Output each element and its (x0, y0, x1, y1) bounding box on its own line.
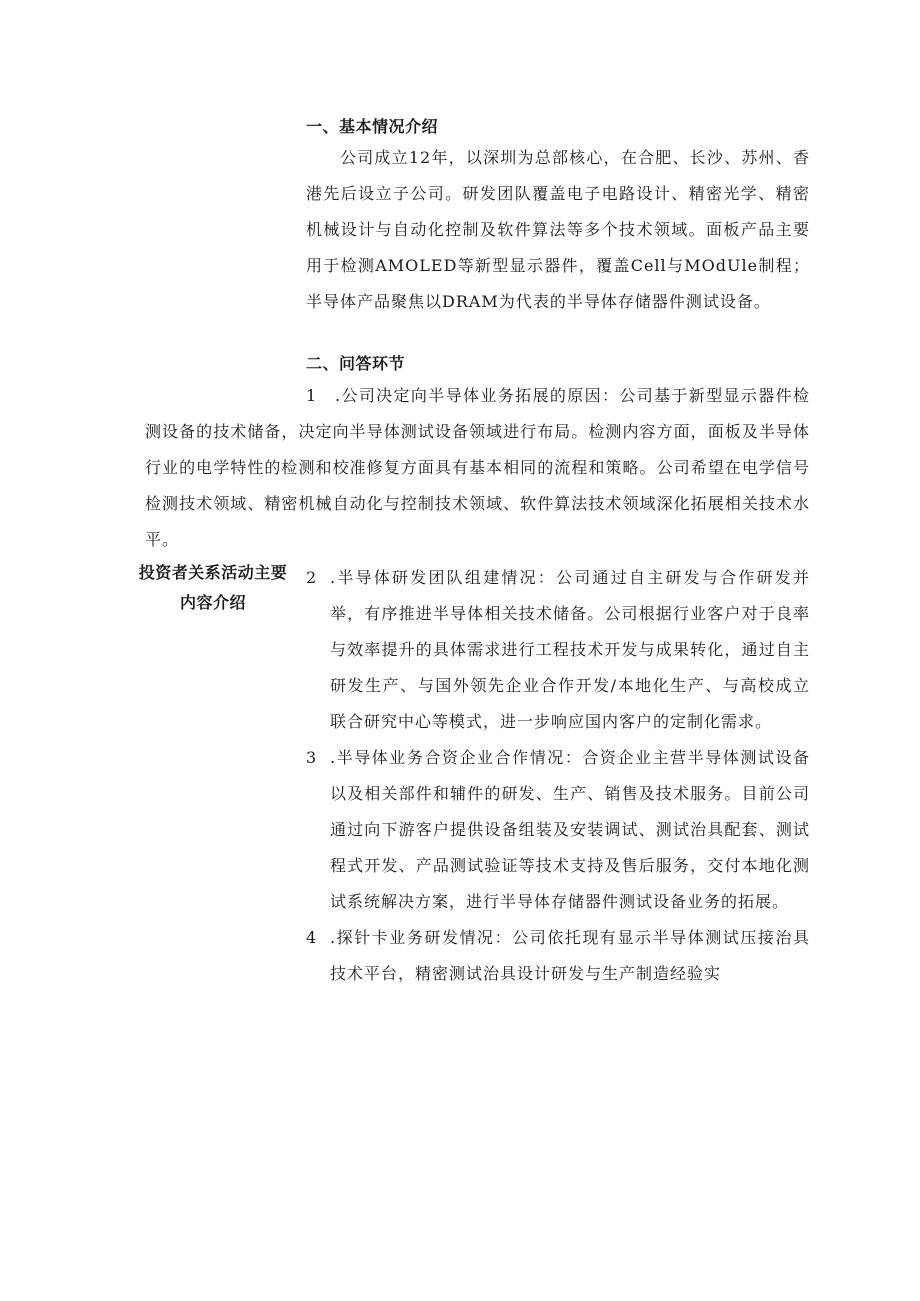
qa-item-1 (145, 378, 810, 558)
row-label-line1: 投资者关系活动主要 (138, 563, 288, 582)
qa-number: 4 (306, 928, 318, 947)
qa-text: .半导体业务合资企业合作情况：合资企业主营半导体测试设备以及相关部件和辅件的研发、生产、销售及技术服务。目前公司通过向下游客户提供设备组装及安装调试、测试治具配套、测试程式开发、产品测试验证等技术支持及售后服务，交付本地化测试系统解决方案，进行半导体存储器件测试设备业务的拓展。 (330, 748, 810, 911)
section1-paragraph: 公司成立12年，以深圳为总部核心，在合肥、长沙、苏州、香港先后设立子公司。研发团队覆盖电子电路设计、精密光学、精密机械设计与自动化控制及软件算法等多个技术领域。面板产品主要用于检测AMOLED等新型显示器件，覆盖Cell与MOdUle制程；半导体产品聚焦以DRAM为代表的半导体存储器件测试设备。 (306, 148, 810, 311)
qa-number: 3 (306, 748, 318, 767)
section1-title: 一、基本情况介绍 (306, 117, 439, 136)
qa-text: .公司决定向半导体业务拓展的原因：公司基于新型显示器件检测设备的技术储备，决定向半导体测试设备领域进行布局。检测内容方面，面板及半导体行业的电学特性的检测和校准修复方面具有基本相同的流程和策略。公司希望在电学信号检测技术领域、精密机械自动化与控制技术领域、软件算法技术领域深化拓展相关技术水平。 (145, 386, 810, 549)
row-label-line2: 内容介绍 (179, 593, 246, 612)
qa-number: 1 (306, 386, 318, 405)
qa-text: .半导体研发团队组建情况：公司通过自主研发与合作研发并举，有序推进半导体相关技术储备。公司根据行业客户对于良率与效率提升的具体需求进行工程技术开发与成果转化，通过自主研发生产、与国外领先企业合作开发/本地化生产、与高校成立联合研究中心等模式，进一步响应国内客户的定制化需求。 (330, 568, 810, 731)
row-label (128, 558, 298, 618)
qa-number: 2 (306, 568, 318, 587)
qa-text: .探针卡业务研发情况：公司依托现有显示半导体测试压接治具技术平台，精密测试治具设计研发与生产制造经验实 (330, 928, 810, 983)
section2-title: 二、问答环节 (306, 354, 406, 373)
